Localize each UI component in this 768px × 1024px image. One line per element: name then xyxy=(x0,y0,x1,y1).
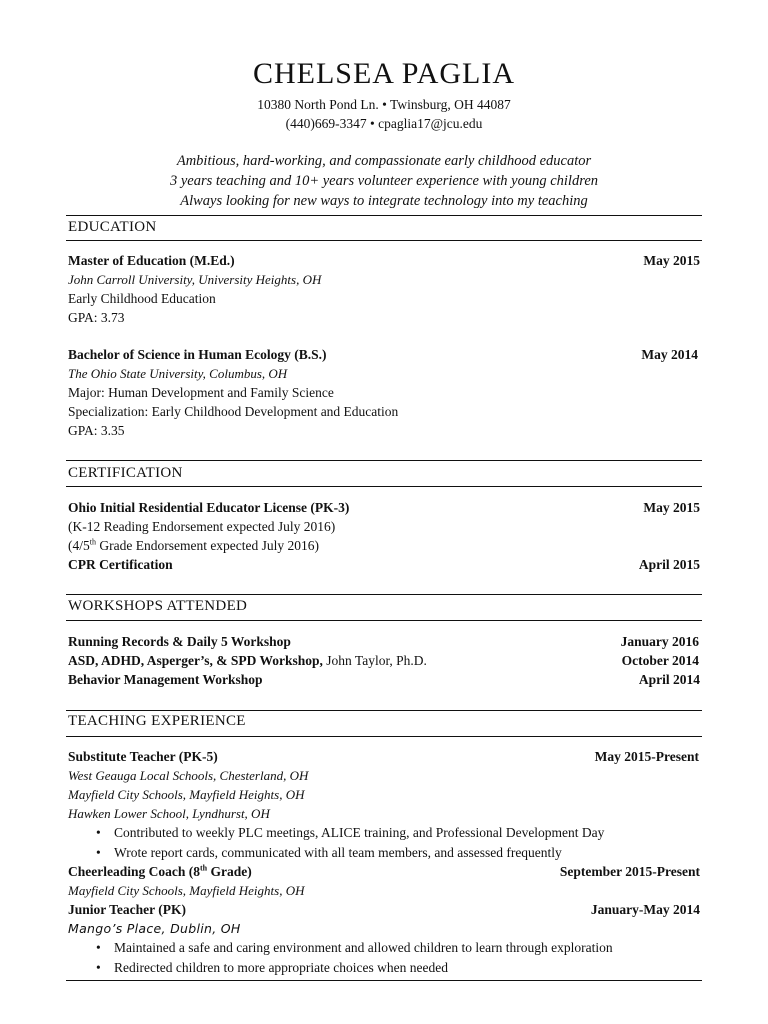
section-divider xyxy=(66,594,702,595)
date: April 2015 xyxy=(638,557,700,572)
section-title-workshops: WORKSHOPS ATTENDED xyxy=(68,598,248,614)
date: May 2015 xyxy=(643,253,700,268)
certification-note: (4/5th Grade Endorsement expected July 2016) xyxy=(68,537,320,553)
workshop-item: Running Records & Daily 5 Workshop January 2016 xyxy=(68,634,699,649)
section-divider xyxy=(66,486,702,487)
job-place: Mayfield City Schools, Mayfield Heights, OH xyxy=(68,787,305,802)
cpr: CPR Certification xyxy=(68,557,173,572)
education-detail: GPA: 3.35 xyxy=(68,423,125,438)
workshop-item: Behavior Management Workshop April 2014 xyxy=(68,672,700,687)
job-title: Cheerleading Coach (8th Grade) xyxy=(68,863,252,879)
phone-email: (440)669-3347 • cpaglia17@jcu.edu xyxy=(285,116,483,131)
certification-entry xyxy=(68,555,700,574)
date: January-May 2014 xyxy=(590,902,700,917)
degree: Master of Education (M.Ed.) xyxy=(68,253,235,268)
education-entry xyxy=(68,251,700,270)
section-divider xyxy=(66,980,702,981)
section-title-certification: CERTIFICATION xyxy=(68,465,183,481)
job-bullet: • Maintained a safe and caring environment and allowed children to learn through exploration xyxy=(114,938,613,957)
job-place: West Geauga Local Schools, Chesterland, OH xyxy=(68,768,309,783)
certification-entry xyxy=(68,498,700,517)
section-divider xyxy=(66,620,702,621)
school: John Carroll University, University Heights, OH xyxy=(68,272,322,287)
summary-line: 3 years teaching and 10+ years volunteer experience with young children xyxy=(169,173,599,189)
section-title-teaching: TEACHING EXPERIENCE xyxy=(68,713,246,729)
summary-line: Always looking for new ways to integrate technology into my teaching xyxy=(180,193,588,209)
date: May 2014 xyxy=(641,347,698,362)
section-divider xyxy=(66,240,702,241)
resume-name: CHELSEA PAGLIA xyxy=(252,57,516,90)
section-title-education: EDUCATION xyxy=(68,219,157,235)
certification-note: (K-12 Reading Endorsement expected July 2016) xyxy=(68,519,336,534)
job-entry xyxy=(68,747,700,766)
education-detail: Major: Human Development and Family Science xyxy=(68,385,334,400)
degree: Bachelor of Science in Human Ecology (B.S.) xyxy=(68,347,327,362)
summary-line: Ambitious, hard-working, and compassionate early childhood educator xyxy=(176,153,592,169)
job-bullet: • Contributed to weekly PLC meetings, ALICE training, and Professional Development Day xyxy=(114,823,604,842)
date: May 2015 xyxy=(643,500,700,515)
education-detail: Early Childhood Education xyxy=(68,291,216,306)
job-entry xyxy=(68,900,700,919)
license: Ohio Initial Residential Educator License (PK-3) xyxy=(68,500,350,515)
address: 10380 North Pond Ln. • Twinsburg, OH 44087 xyxy=(257,97,511,112)
education-detail: GPA: 3.73 xyxy=(68,310,125,325)
job-place: Hawken Lower School, Lyndhurst, OH xyxy=(68,806,270,821)
section-divider xyxy=(66,215,702,216)
date: September 2015-Present xyxy=(559,864,700,879)
job-place: Mayfield City Schools, Mayfield Heights, OH xyxy=(68,883,305,898)
job-bullet: • Wrote report cards, communicated with all team members, and assessed frequently xyxy=(114,843,562,862)
education-detail: Specialization: Early Childhood Development and Education xyxy=(68,404,399,419)
job-place: Mango’s Place, Dublin, OH xyxy=(68,921,241,936)
date: May 2015-Present xyxy=(594,749,699,764)
education-entry xyxy=(68,345,700,364)
school: The Ohio State University, Columbus, OH xyxy=(68,366,288,381)
section-divider xyxy=(66,736,702,737)
job-bullet: • Redirected children to more appropriate choices when needed xyxy=(114,958,448,977)
job-title: Junior Teacher (PK) xyxy=(68,902,187,917)
job-entry xyxy=(68,862,700,881)
job-title: Substitute Teacher (PK-5) xyxy=(68,749,218,764)
workshop-item: ASD, ADHD, Asperger’s, & SPD Workshop, John Taylor, Ph.D. October 2014 xyxy=(68,653,699,668)
section-divider xyxy=(66,460,702,461)
